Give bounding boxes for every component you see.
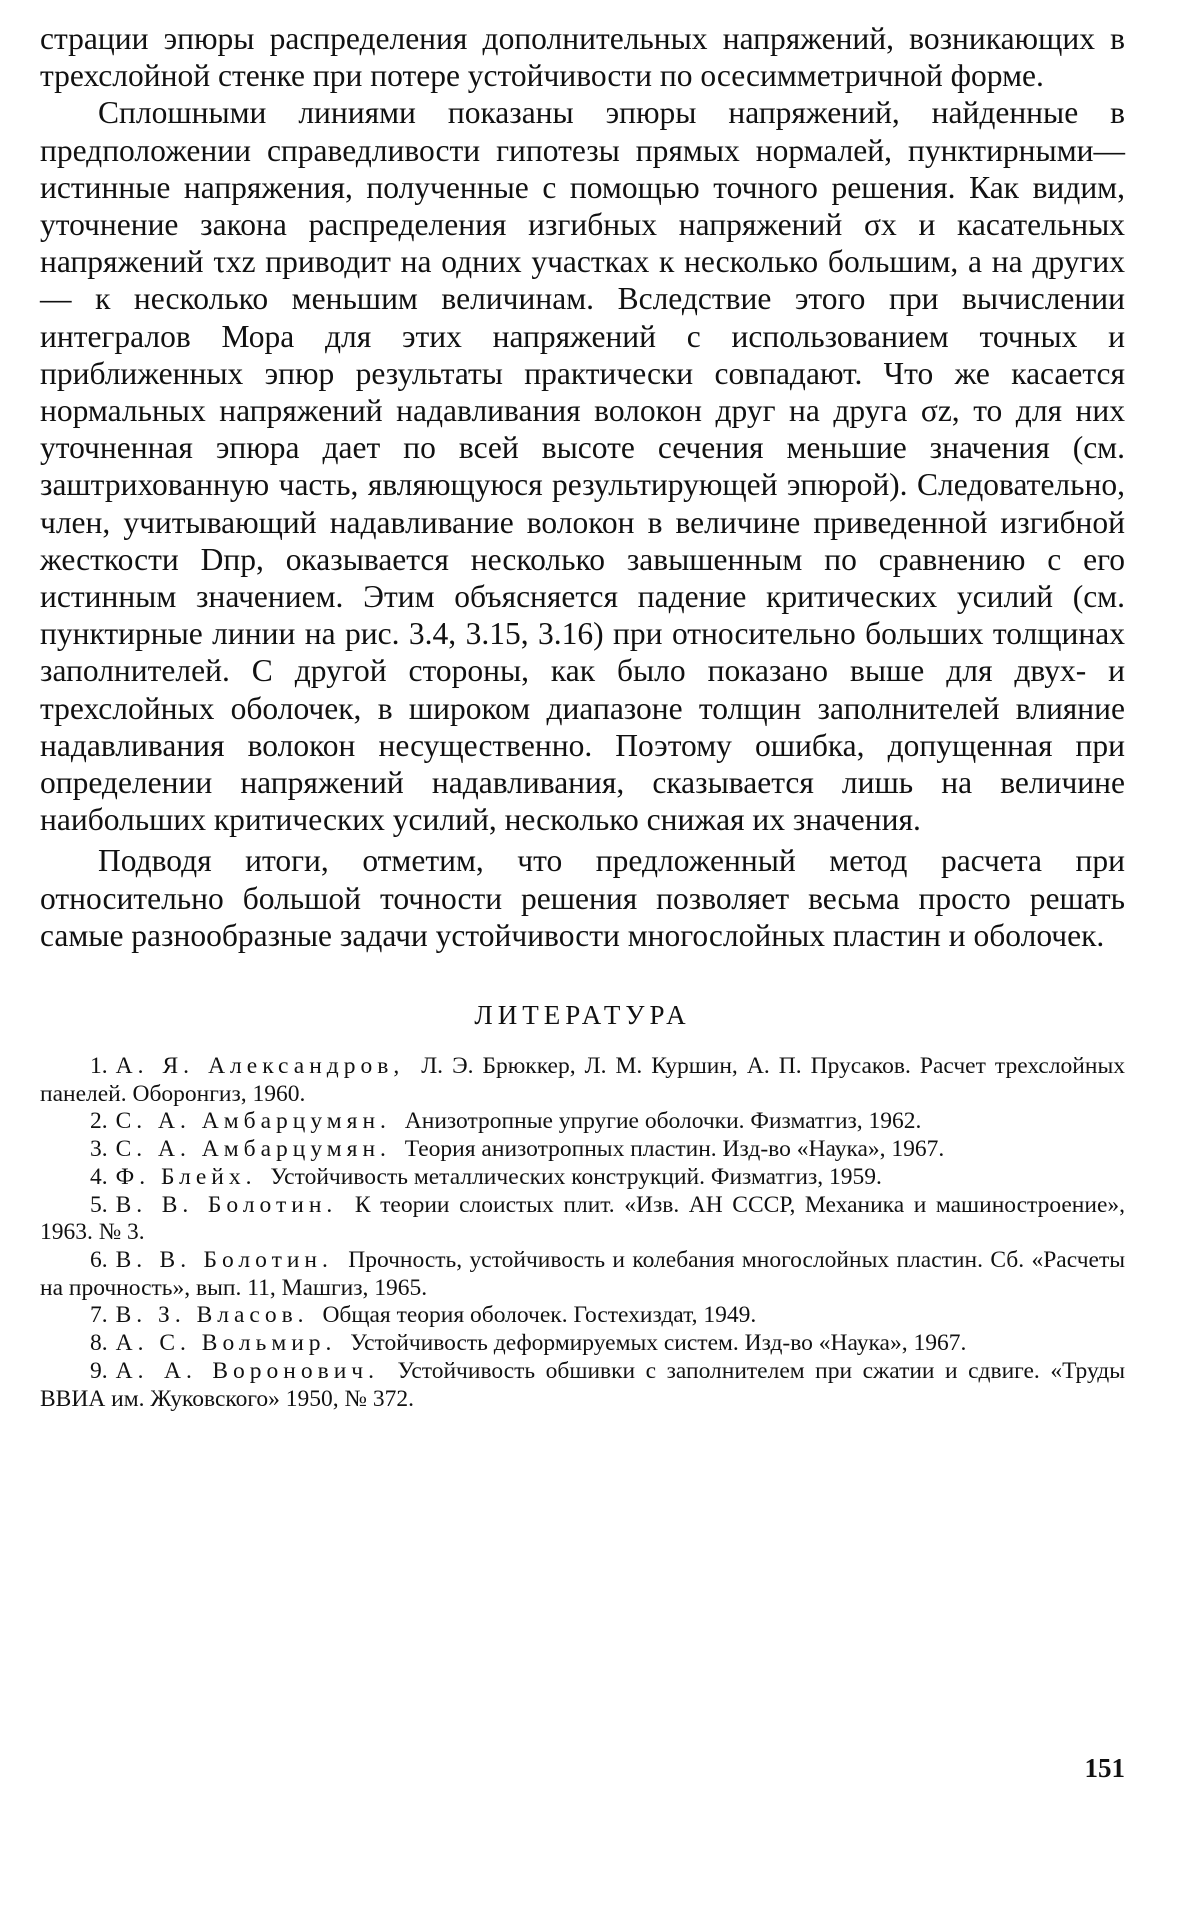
reference-author: С. А. Амбарцумян.: [115, 1136, 391, 1163]
reference-number: 6.: [90, 1247, 108, 1273]
reference-text: Устойчивость обшивки с заполнителем при сжатии и сдвиге. «Труды ВВИА им. Жуковского» 1950, № 372.: [40, 1357, 1125, 1412]
page-body: [40, 20, 1125, 1413]
reference-text: Устойчивость металлических конструкций. Физматгиз, 1959.: [270, 1163, 882, 1190]
reference-author: А. С. Вольмир.: [115, 1330, 337, 1357]
reference-text: Устойчивость деформируемых систем. Изд-во «Наука», 1967.: [350, 1330, 967, 1357]
reference-number: 2.: [90, 1108, 108, 1135]
reference-author: С. А. Амбарцумян.: [115, 1108, 391, 1135]
reference-text: Прочность, устойчивость и колебания многослойных пластин. Сб. «Расчеты на прочность», вып. 11, Машгиз, 1965.: [40, 1247, 1126, 1301]
reference-author: А. А. Воронович.: [115, 1357, 379, 1384]
reference-number: 7.: [90, 1302, 108, 1329]
reference-author: В. З. Власов.: [115, 1302, 309, 1329]
reference-item: [40, 1192, 1125, 1247]
references-list: [40, 1053, 1125, 1413]
reference-author: В. В. Болотин.: [115, 1247, 333, 1273]
reference-text: К теории слоистых плит. «Изв. АН СССР, Механика и машиностроение», 1963. № 3.: [40, 1191, 1126, 1246]
reference-author: А. Я. Александров,: [115, 1053, 405, 1080]
reference-item: [40, 1053, 1125, 1108]
reference-item: [40, 1136, 1125, 1164]
reference-number: 8.: [90, 1330, 108, 1357]
reference-author: В. В. Болотин.: [115, 1191, 338, 1218]
reference-item: [40, 1164, 1125, 1192]
paragraph-conclusion: Подводя итоги, отметим, что предложенный метод расчета при относительно большой точности решения позволяет весьма просто решать самые разнообразные задачи устойчивости многослойных пластин и оболочек.: [40, 843, 1125, 953]
reference-number: 9.: [90, 1357, 108, 1384]
reference-text: Л. Э. Брюккер, Л. М. Куршин, А. П. Прусаков. Расчет трехслойных панелей. Оборонгиз, 1960.: [40, 1053, 1125, 1107]
reference-number: 5.: [90, 1191, 108, 1218]
reference-author: Ф. Блейх.: [115, 1163, 257, 1190]
reference-text: Общая теория оболочек. Гостехиздат, 1949.: [322, 1302, 757, 1329]
reference-item: [40, 1247, 1125, 1302]
references-heading: ЛИТЕРАТУРА: [474, 1000, 691, 1031]
page-number: 151: [1084, 1753, 1125, 1783]
reference-number: 1.: [90, 1053, 108, 1080]
reference-number: 3.: [90, 1136, 108, 1163]
paragraph-continuation: страции эпюры распределения дополнительных напряжений, возникающих в трехслойной стенке при потере устойчивости по осесимметричной форме.: [40, 21, 1125, 94]
reference-text: Теория анизотропных пластин. Изд-во «Наука», 1967.: [404, 1136, 945, 1163]
reference-item: [40, 1302, 1125, 1330]
reference-item: [40, 1108, 1125, 1136]
reference-number: 4.: [90, 1163, 108, 1190]
reference-text: Анизотропные упругие оболочки. Физматгиз, 1962.: [404, 1108, 922, 1135]
reference-item: [40, 1358, 1125, 1413]
paragraph-stress-discussion: Сплошными линиями показаны эпюры напряжений, найденные в предположении справедливости гипотезы прямых нормалей, пунктирными—истинные напряжения, полученные с помощью точного решения. Как видим, уточнение закона распределения изгибных напряжений σx и касательных напряжений τxz приводит на одних участках к несколько большим, а на других — к несколько меньшим величинам. Вследствие этого при вычислении интегралов Мора для этих напряжений с использованием точных и приближенных эпюр результаты практически совпадают. Что же касается нормальных напряжений надавливания волокон друг на друга σz, то для них уточненная эпюра дает по всей высоте сечения меньшие значения (см. заштрихованную часть, являющуюся результирующей эпюрой). Следовательно, член, учитывающий надавливание волокон в величине приведенной изгибной жесткости Dпр, оказывается несколько завышенным по сравнению с его истинным значением. Этим объясняется падение критических усилий (см. пунктирные линии на рис. 3.4, 3.15, 3.16) при относительно больших толщинах заполнителей. С другой стороны, как было показано выше для двух- и трехслойных оболочек, в широком диапазоне толщин заполнителей влияние надавливания волокон несущественно. Поэтому ошибка, допущенная при определении напряжений надавливания, сказывается лишь на величине наибольших критических усилий, несколько снижая их значения.: [40, 95, 1125, 838]
reference-item: [40, 1330, 1125, 1358]
